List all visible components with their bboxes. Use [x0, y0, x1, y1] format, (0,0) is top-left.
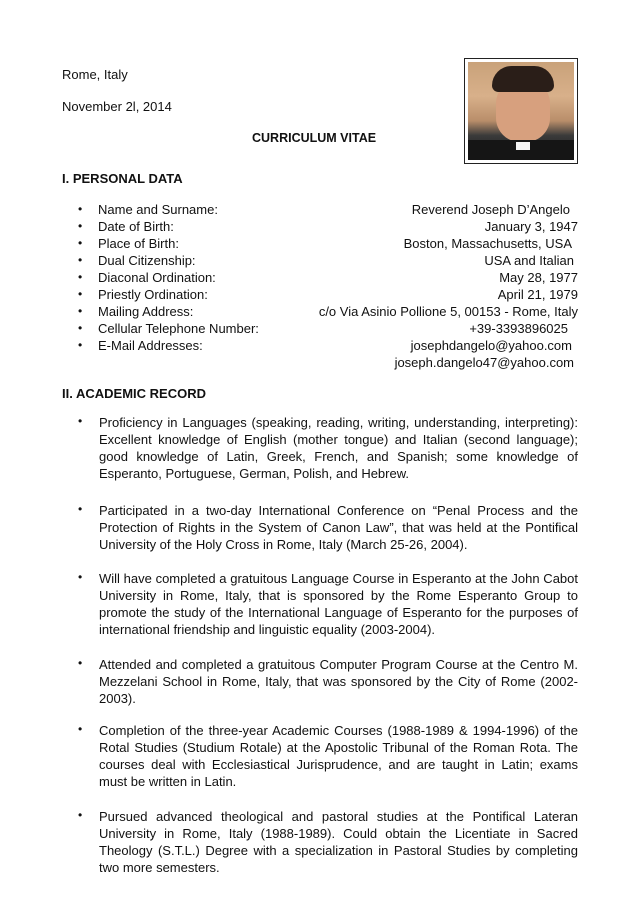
bullet-icon: •	[78, 722, 83, 736]
bullet-icon: •	[78, 270, 83, 284]
personal-data-value: joseph.dangelo47@yahoo.com	[394, 355, 574, 370]
list-item	[78, 570, 578, 638]
document-title: CURRICULUM VITAE	[252, 131, 377, 145]
personal-data-value: April 21, 1979	[497, 287, 578, 302]
bullet-icon: •	[78, 219, 83, 233]
academic-record-text: Attended and completed a gratuitous Computer Program Course at the Centro M. Mezzelani School in Rome, Italy, that was sponsored by the City of Rome (2002-2003).	[99, 657, 578, 706]
personal-data-value: Reverend Joseph D’Angelo	[411, 202, 570, 217]
personal-data-row	[78, 321, 578, 337]
academic-record-heading: II. ACADEMIC RECORD	[62, 386, 206, 401]
academic-record-text: Participated in a two-day International Conference on “Penal Process and the Protection of Rights in the System of Canon Law”, that was held at the Pontifical University of the Holy Cross in Rome, Italy (March 25-26, 2004).	[99, 503, 578, 552]
bullet-icon: •	[78, 202, 83, 216]
portrait-photo-image	[468, 62, 574, 160]
bullet-icon: •	[78, 570, 83, 584]
list-item	[78, 656, 578, 707]
personal-data-row	[78, 304, 578, 320]
personal-data-row	[78, 338, 578, 354]
personal-data-row	[78, 236, 578, 252]
list-item	[78, 808, 578, 876]
bullet-icon: •	[78, 656, 83, 670]
location-text: Rome, Italy	[62, 67, 128, 82]
personal-data-row	[78, 270, 578, 286]
personal-data-heading: I. PERSONAL DATA	[62, 171, 183, 186]
bullet-icon: •	[78, 808, 83, 822]
portrait-photo	[464, 58, 578, 164]
bullet-icon: •	[78, 253, 83, 267]
personal-data-label: Dual Citizenship:	[98, 253, 196, 268]
personal-data-value: c/o Via Asinio Pollione 5, 00153 - Rome, Italy	[318, 304, 578, 319]
bullet-icon: •	[78, 338, 83, 352]
personal-data-label: Place of Birth:	[98, 236, 179, 251]
list-item	[78, 414, 578, 482]
personal-data-value: January 3, 1947	[484, 219, 578, 234]
personal-data-value: +39-3393896025	[469, 321, 568, 336]
academic-record-text: Completion of the three-year Academic Courses (1988-1989 & 1994-1996) of the Rotal Studies (Studium Rotale) at the Apostolic Tribunal of the Roman Rota. The courses deal with Ecclesiastical Jurisprudence, and are taught in Latin; exams must be written in Latin.	[99, 723, 578, 789]
personal-data-label: Mailing Address:	[98, 304, 194, 319]
personal-data-label: Diaconal Ordination:	[98, 270, 216, 285]
bullet-icon: •	[78, 414, 83, 428]
personal-data-row	[78, 287, 578, 303]
personal-data-value: USA and Italian	[484, 253, 574, 268]
personal-data-label: Cellular Telephone Number:	[98, 321, 259, 336]
personal-data-value: Boston, Massachusetts, USA	[403, 236, 572, 251]
bullet-icon: •	[78, 304, 83, 318]
bullet-icon: •	[78, 502, 83, 516]
personal-data-row	[78, 202, 578, 218]
bullet-icon: •	[78, 321, 83, 335]
personal-data-label: E-Mail Addresses:	[98, 338, 203, 353]
personal-data-value: josephdangelo@yahoo.com	[410, 338, 572, 353]
personal-data-label: Date of Birth:	[98, 219, 174, 234]
list-item	[78, 502, 578, 553]
personal-data-row	[78, 219, 578, 235]
personal-data-row	[78, 253, 578, 269]
personal-data-label: Priestly Ordination:	[98, 287, 208, 302]
academic-record-text: Pursued advanced theological and pastoral studies at the Pontifical Lateran University in Rome, Italy (1988-1989). Could obtain the Licentiate in Sacred Theology (S.T.L.) Degree with a specialization in Pastoral Studies by completing two more semesters.	[99, 809, 578, 875]
personal-data-row	[78, 355, 578, 371]
date-text: November 2l, 2014	[62, 99, 172, 114]
academic-record-text: Proficiency in Languages (speaking, reading, writing, understanding, interpreting): Excellent knowledge of English (mother tongue) and Italian (second language); good knowledge of Latin, Greek, French, and Spanish; some knowledge of Esperanto, Portuguese, German, Polish, and Hebrew.	[99, 415, 578, 481]
list-item	[78, 722, 578, 790]
academic-record-text: Will have completed a gratuitous Language Course in Esperanto at the John Cabot University in Rome, Italy, that is sponsored by the Rome Esperanto Group to promote the study of the International Language of Esperanto for the purposes of international friendship and linguistic equality (2003-2004).	[99, 571, 578, 637]
bullet-icon: •	[78, 236, 83, 250]
personal-data-label: Name and Surname:	[98, 202, 218, 217]
personal-data-value: May 28, 1977	[499, 270, 578, 285]
bullet-icon: •	[78, 287, 83, 301]
